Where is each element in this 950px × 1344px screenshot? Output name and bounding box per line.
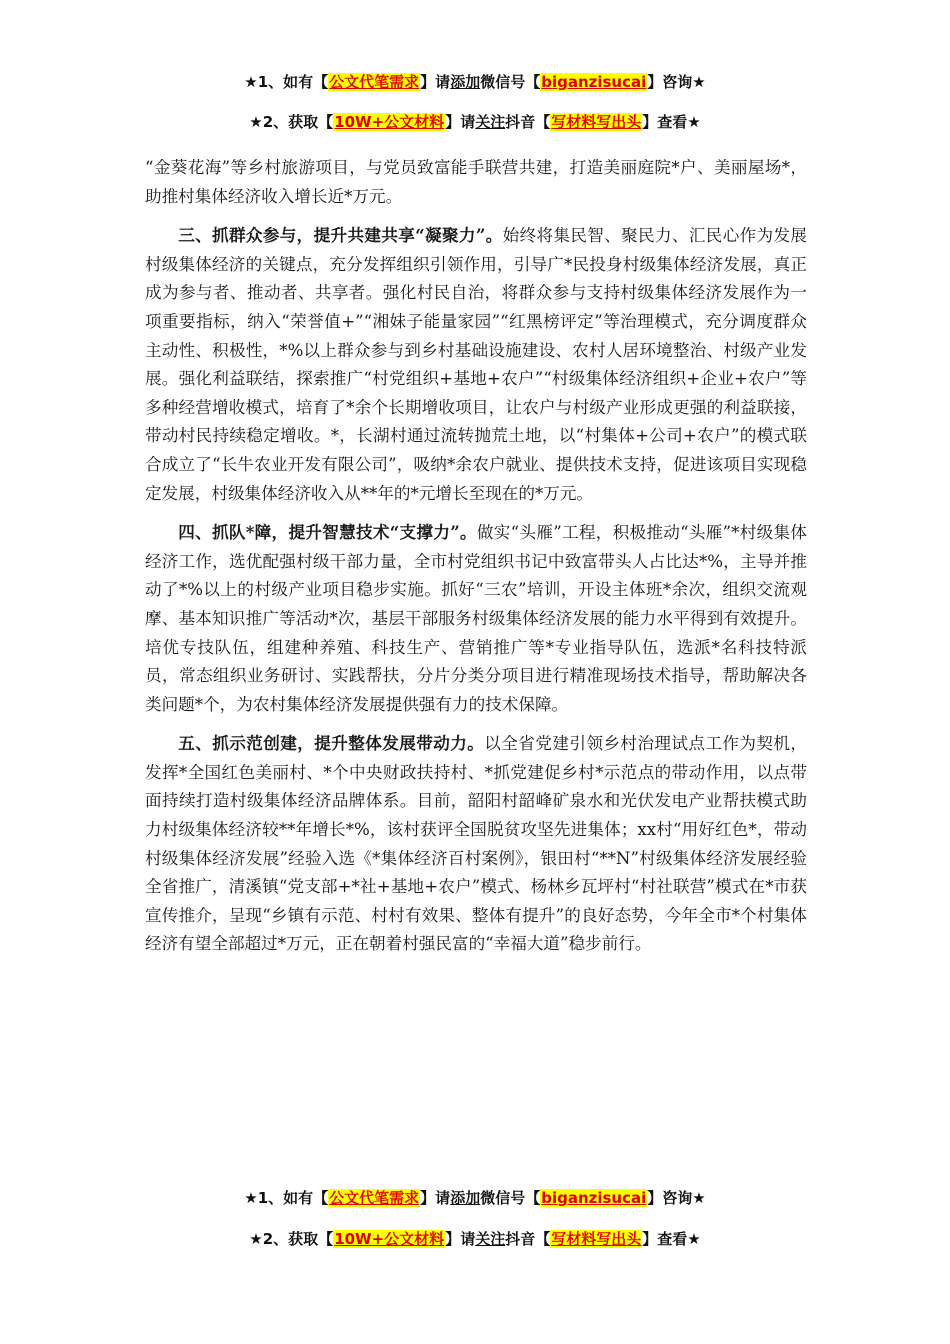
banner-text: 】请 [420, 1189, 451, 1207]
banner-highlight-materials: 10W+公文材料 [334, 1230, 445, 1248]
top-banner-line-1 [0, 71, 950, 92]
banner-highlight-douyin: 写材料写出头 [551, 1230, 642, 1248]
banner-text: 微信号【 [480, 73, 541, 91]
banner-emphasis: 关注 [475, 1230, 506, 1248]
banner-prefix: ★1、如有【 [244, 73, 329, 91]
banner-text: 抖音【 [505, 1230, 551, 1248]
paragraph-section-5 [145, 729, 807, 959]
banner-emphasis: 添加 [450, 73, 481, 91]
banner-text: 】请 [420, 73, 451, 91]
top-banner-line-2 [0, 111, 950, 132]
banner-suffix: 】查看★ [642, 113, 701, 131]
banner-text: 微信号【 [480, 1189, 541, 1207]
banner-suffix: 】咨询★ [647, 1189, 706, 1207]
section-text: 做实“头雁”工程，积极推动“头雁”*村级集体经济工作，选优配强村级干部力量，全市村党组织书记中致富带头人占比达*%，主导并推动了*%以上的村级产业项目稳步实施。抓好“三农”培训，开设主体班*余次，组织交流观摩、基本知识推广等活动*次，基层干部服务村级集体经济发展的能力水平得到有效提升。培优专技队伍，组建种养殖、科技生产、营销推广等*专业指导队伍，选派*名科技特派员，常态组织业务研讨、实践帮扶，分片分类分项目进行精准现场技术指导，帮助解决各类问题*个，为农村集体经济发展提供强有力的技术保障。 [145, 523, 807, 714]
banner-suffix: 】咨询★ [647, 73, 706, 91]
banner-prefix: ★1、如有【 [244, 1189, 329, 1207]
banner-emphasis: 关注 [475, 113, 506, 131]
bottom-banner-line-2 [0, 1228, 950, 1249]
banner-highlight-douyin: 写材料写出头 [551, 113, 642, 131]
paragraph-section-3 [145, 221, 807, 508]
section-heading: 五、抓示范创建，提升整体发展带动力。 [178, 733, 485, 754]
banner-highlight-materials: 10W+公文材料 [334, 113, 445, 131]
banner-prefix: ★2、获取【 [249, 1230, 334, 1248]
bottom-banner-line-1 [0, 1187, 950, 1208]
banner-text: 抖音【 [505, 113, 551, 131]
banner-highlight-service: 公文代笔需求 [329, 73, 420, 91]
document-body [145, 154, 807, 969]
banner-suffix: 】查看★ [642, 1230, 701, 1248]
banner-highlight-service: 公文代笔需求 [329, 1189, 420, 1207]
section-heading: 三、抓群众参与，提升共建共享“凝聚力”。 [178, 225, 503, 246]
banner-text: 】请 [445, 113, 476, 131]
banner-emphasis: 添加 [450, 1189, 481, 1207]
banner-highlight-wechat: biganzisucai [541, 73, 647, 91]
banner-prefix: ★2、获取【 [249, 113, 334, 131]
paragraph-continuation: “金葵花海”等乡村旅游项目，与党员致富能手联营共建，打造美丽庭院*户、美丽屋场*，助推村集体经济收入增长近*万元。 [145, 158, 807, 206]
section-heading: 四、抓队*障，提升智慧技术“支撑力”。 [178, 522, 477, 543]
paragraph-section-4 [145, 518, 807, 719]
banner-text: 】请 [445, 1230, 476, 1248]
banner-highlight-wechat: biganzisucai [541, 1189, 647, 1207]
section-text: 以全省党建引领乡村治理试点工作为契机，发挥*全国红色美丽村、*个中央财政扶持村、*抓党建促乡村*示范点的带动作用，以点带面持续打造村级集体经济品牌体系。目前，韶阳村韶峰矿泉水和光伏发电产业帮扶模式助力村级集体经济较**年增长*%，该村获评全国脱贫攻坚先进集体；xx村“用好红色*，带动村级集体经济发展”经验入选《*集体经济百村案例》，银田村“**N”村级集体经济发展经验全省推广，清溪镇“党支部+*社+基地+农户”模式、杨林乡瓦坪村“村社联营”模式在*市获宣传推介，呈现“乡镇有示范、村村有效果、整体有提升”的良好态势，今年全市*个村集体经济有望全部超过*万元，正在朝着村强民富的“幸福大道”稳步前行。 [145, 734, 807, 954]
section-text: 始终将集民智、聚民力、汇民心作为发展村级集体经济的关键点，充分发挥组织引领作用，引导广*民投身村级集体经济发展，真正成为参与者、推动者、共享者。强化村民自治，将群众参与支持村级集体经济发展作为一项重要指标，纳入“荣誉值+”“湘妹子能量家园”“红黑榜评定”等治理模式，充分调度群众主动性、积极性，*%以上群众参与到乡村基础设施建设、农村人居环境整治、村级产业发展。强化利益联结，探索推广“村党组织+基地+农户”“村级集体经济组织+企业+农户”等多种经营增收模式，培育了*余个长期增收项目，让农户与村级产业形成更强的利益联接，带动村民持续稳定增收。*，长湖村通过流转抛荒土地，以“村集体+公司+农户”的模式联合成立了“长牛农业开发有限公司”，吸纳*余农户就业、提供技术支持，促进该项目实现稳定发展，村级集体经济收入从**年的*元增长至现在的*万元。 [145, 226, 807, 503]
